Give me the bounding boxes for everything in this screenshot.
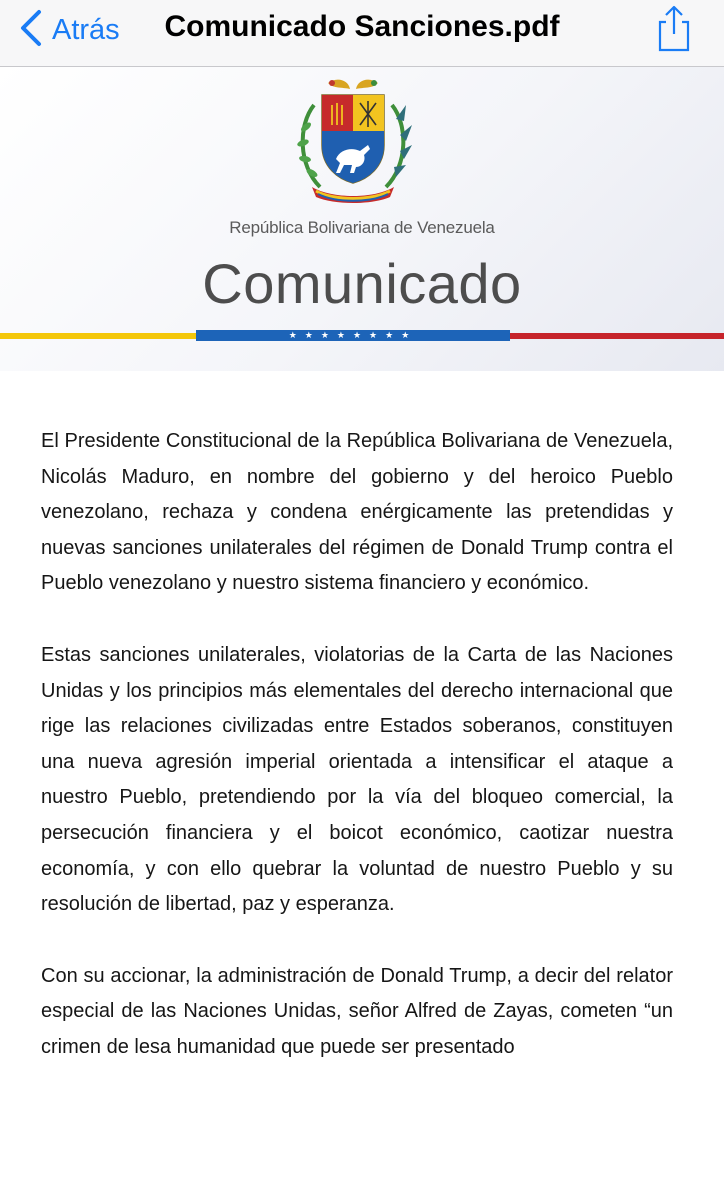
- flag-stripe-red: [510, 333, 724, 339]
- back-label: Atrás: [52, 13, 120, 46]
- document-heading: Comunicado: [202, 252, 522, 315]
- document-banner: [0, 67, 724, 371]
- flag-stripe-yellow: [0, 333, 196, 339]
- republic-label: República Bolivariana de Venezuela: [229, 218, 495, 237]
- coat-of-arms-icon: [292, 75, 414, 207]
- flag-stripe: [0, 330, 724, 342]
- paragraph-3: Con su accionar, la administración de Donald Trump, a decir del relator especial de las Naciones Unidas, señor Alfred de Zayas, cometen “un crimen de lesa humanidad que puede ser presentado: [41, 964, 673, 1058]
- paragraph-2: Estas sanciones unilaterales, violatorias de la Carta de las Naciones Unidas y los principios más elementales del derecho internacional que rige las relaciones civilizadas entre Estados soberanos, constituyen una nueva agresión imperial orientada a intensificar el ataque a nuestro Pueblo, pretendiendo por la vía del bloqueo comercial, la persecución financiera y el boicot económico, caotizar nuestra economía, y con ello quebrar la voluntad de nuestro Pueblo y su resolución de libertad, paz y esperanza.: [41, 643, 673, 916]
- share-button[interactable]: [652, 4, 696, 54]
- paragraph-1: El Presidente Constitucional de la República Bolivariana de Venezuela, Nicolás Maduro, en nombre del gobierno y del heroico Pueblo venezolano, rechaza y condena enérgicamente las pretendidas y nuevas sanciones unilaterales del régimen de Donald Trump contra el Pueblo venezolano y nuestro sistema financiero y económico.: [41, 430, 673, 595]
- document-body: [41, 424, 673, 1102]
- navigation-bar: [0, 0, 724, 67]
- stars-icon: ★★★★★★★★: [288, 330, 418, 340]
- document-title: Comunicado Sanciones.pdf: [164, 10, 560, 43]
- share-icon: [652, 4, 696, 54]
